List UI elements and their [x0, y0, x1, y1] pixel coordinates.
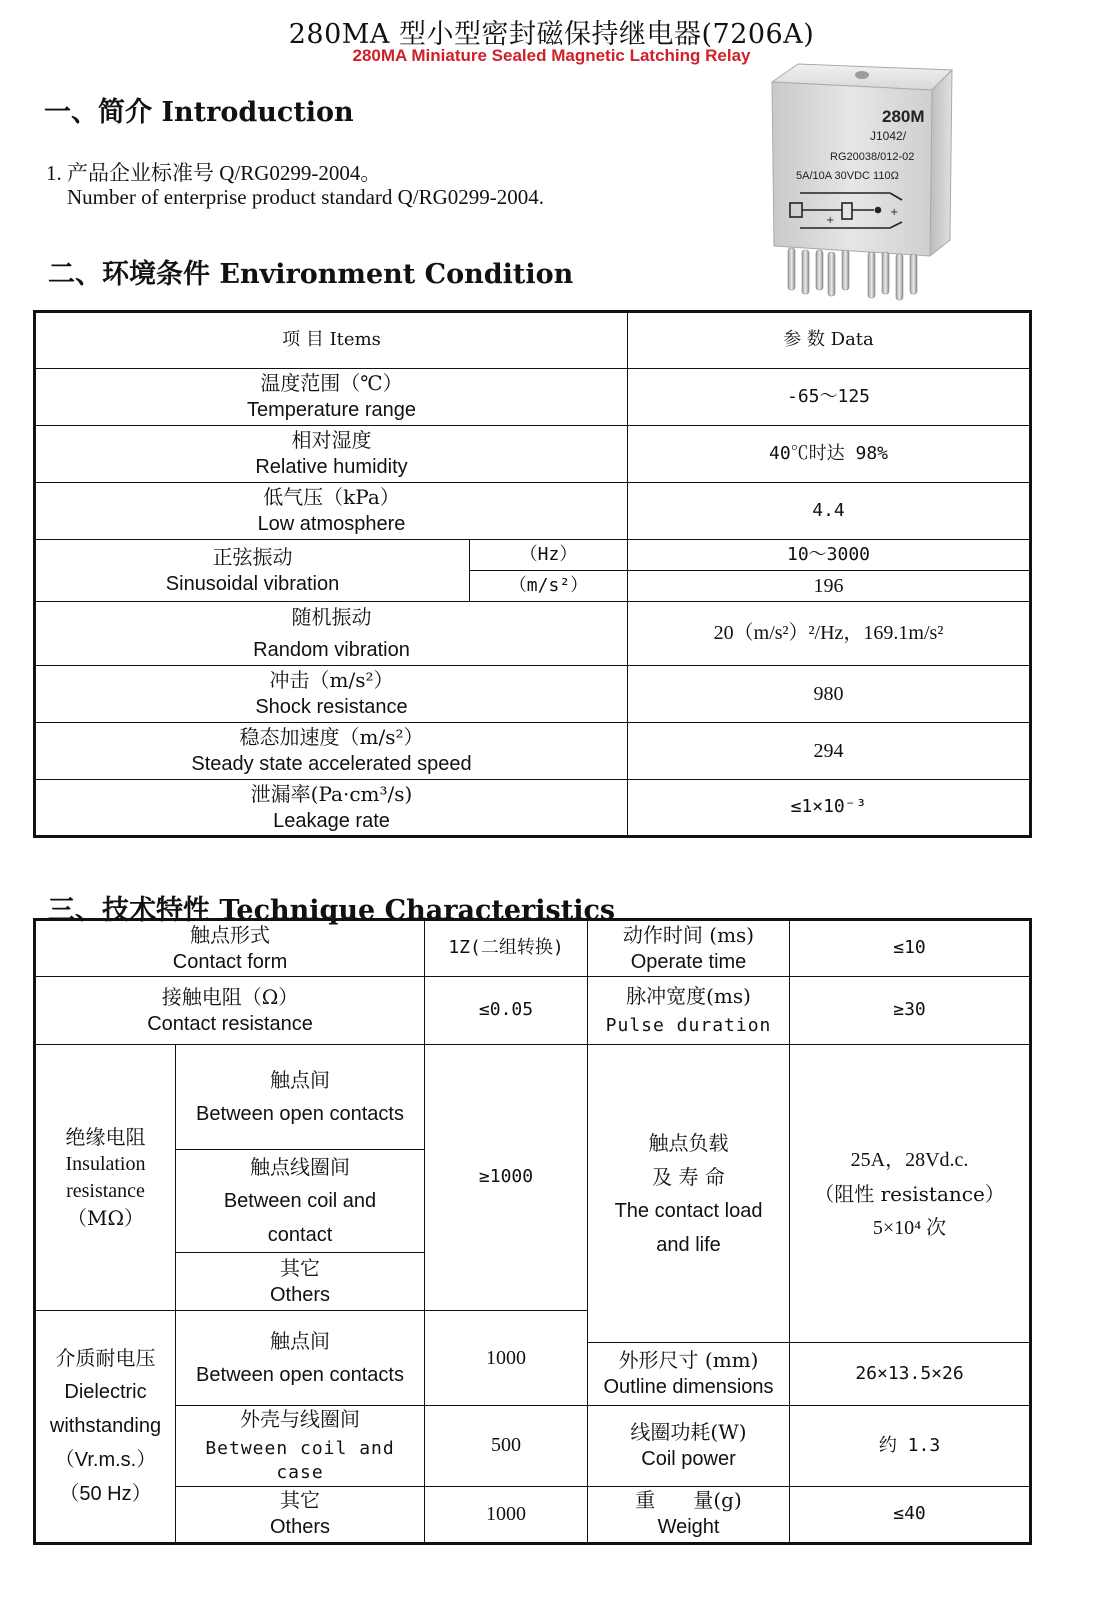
svg-text:+: + — [890, 207, 899, 218]
label-en: Between coil and — [223, 1190, 377, 1212]
label-en: Pulse duration — [605, 1014, 772, 1036]
operate-time-value: ≤10 — [790, 920, 1031, 977]
relay-label-line4: 5A/10A 30VDC 110Ω — [796, 170, 899, 182]
contact-resistance-value: ≤0.05 — [425, 977, 588, 1045]
section-heading-environment: 二、环境条件 Environment Condition — [48, 259, 574, 290]
label-en: （Vr.m.s.） — [54, 1449, 157, 1472]
intro-standard-zh: 1. 产品企业标准号 Q/RG0299-2004。 — [46, 161, 382, 185]
row-label-en: Relative humidity — [255, 456, 408, 478]
label-en: resistance — [66, 1179, 145, 1202]
label-en: Between open contacts — [196, 1364, 404, 1386]
label-en: Operate time — [630, 950, 747, 973]
row-value: 4.4 — [628, 483, 1031, 540]
label-en: and life — [656, 1233, 721, 1256]
load-value-line3: 5×10⁴ 次 — [872, 1216, 947, 1239]
label-en: Between coil and case — [205, 1438, 395, 1484]
label-en: Between open contacts — [196, 1103, 404, 1125]
row-label-en: Random vibration — [253, 638, 410, 661]
row-label-en: Leakage rate — [273, 809, 390, 832]
row-label-zh: 泄漏率(Pa·cm³/s) — [250, 781, 413, 806]
load-value-line1: 25A，28Vd.c. — [850, 1148, 969, 1171]
label-zh: 接触电阻（Ω） — [161, 984, 299, 1009]
row-value: 294 — [628, 723, 1031, 780]
label-en: Dielectric — [64, 1381, 147, 1404]
label-zh: 重 量(g) — [635, 1488, 742, 1513]
relay-label-line3: RG20038/012-02 — [830, 151, 915, 163]
table-row — [35, 977, 1031, 1045]
label-zh: 其它 — [280, 1255, 320, 1280]
unit-cell: （m/s²） — [470, 571, 628, 602]
section-heading-technique: 三、技术特性 Technique Characteristics — [48, 895, 616, 926]
row-value: 980 — [628, 666, 1031, 723]
row-label-zh: 正弦振动 — [212, 544, 293, 569]
label-zh: 及 寿 命 — [652, 1164, 725, 1189]
row-label-zh: 低气压（kPa） — [263, 485, 400, 509]
dielectric-case-value: 500 — [425, 1406, 588, 1487]
label-en: Insulation — [65, 1152, 146, 1175]
relay-pins-icon — [788, 248, 917, 300]
table-row — [35, 602, 1031, 666]
label-zh: 触点间 — [270, 1329, 330, 1353]
label-en: Weight — [657, 1516, 720, 1539]
insulation-value: ≥1000 — [425, 1045, 588, 1311]
row-label-en: Temperature range — [247, 399, 416, 421]
row-label-zh: 相对湿度 — [291, 428, 372, 452]
row-label-en: Low atmosphere — [257, 513, 406, 535]
document-title: 280MA 型小型密封磁保持继电器(7206A) — [288, 19, 815, 50]
label-en: Coil power — [641, 1447, 736, 1470]
coil-power-value: 约 1.3 — [790, 1406, 1031, 1487]
label-zh: 触点间 — [270, 1068, 330, 1092]
label-zh: 脉冲宽度(ms) — [626, 983, 751, 1008]
label-en: Others — [269, 1283, 331, 1306]
dielectric-others-value: 1000 — [425, 1486, 588, 1543]
label-zh: 介质耐电压 — [55, 1346, 156, 1371]
label-zh: 外壳与线圈间 — [240, 1407, 360, 1431]
header-items: 项 目 Items — [35, 312, 628, 369]
table-row — [35, 920, 1031, 977]
label-en: Contact form — [172, 950, 288, 973]
environment-table — [33, 310, 1032, 838]
label-zh: 触点线圈间 — [250, 1155, 350, 1179]
label-en: withstanding — [49, 1415, 162, 1438]
row-value: 20（m/s²）²/Hz，169.1m/s² — [628, 602, 1031, 666]
pulse-duration-value: ≥30 — [790, 977, 1031, 1045]
label-zh: 绝缘电阻 — [65, 1124, 146, 1149]
label-zh: 触点形式 — [190, 922, 270, 947]
label-zh: 动作时间 (ms) — [622, 922, 755, 947]
table-row — [35, 666, 1031, 723]
table-header-row — [35, 312, 1031, 369]
table-row — [35, 1486, 1031, 1543]
outline-value: 26×13.5×26 — [790, 1343, 1031, 1406]
label-zh: 其它 — [280, 1488, 320, 1513]
label-zh: 触点负载 — [648, 1130, 729, 1155]
row-value: 40℃时达 98% — [628, 426, 1031, 483]
table-row — [35, 723, 1031, 780]
contact-form-value: 1Z(二组转换) — [425, 920, 588, 977]
load-value-line2: （阻性 resistance） — [814, 1181, 1005, 1206]
row-label-zh: 冲击（m/s²） — [269, 668, 394, 692]
table-row — [35, 426, 1031, 483]
label-en: The contact load — [614, 1199, 763, 1222]
technique-table — [33, 918, 1032, 1545]
table-row — [35, 540, 1031, 571]
row-label-zh: 温度范围（℃） — [260, 371, 403, 395]
table-row — [35, 780, 1031, 837]
label-en: Others — [269, 1516, 331, 1539]
document-subtitle: 280MA Miniature Sealed Magnetic Latching Relay — [352, 46, 751, 65]
label-en: Outline dimensions — [603, 1376, 774, 1398]
relay-label-line2: J1042/ — [870, 129, 907, 143]
label-en: Contact resistance — [147, 1012, 313, 1035]
label-zh: 线圈功耗(W) — [630, 1419, 747, 1444]
row-label-en: Sinusoidal vibration — [165, 572, 340, 595]
table-row — [35, 369, 1031, 426]
section-heading-introduction: 一、简介 Introduction — [44, 97, 354, 128]
row-value: 10～3000 — [628, 540, 1031, 571]
svg-text:+: + — [826, 215, 835, 226]
relay-label-model: 280M — [882, 107, 925, 126]
table-row — [35, 1045, 1031, 1150]
table-row — [35, 1406, 1031, 1487]
row-label-zh: 随机振动 — [291, 604, 372, 629]
label-en: （50 Hz） — [59, 1483, 152, 1506]
intro-standard-en: Number of enterprise product standard Q/RG0299-2004. — [67, 185, 545, 209]
row-value: -65～125 — [628, 369, 1031, 426]
row-label-zh: 稳态加速度（m/s²） — [239, 725, 424, 749]
unit-label: （MΩ） — [66, 1205, 145, 1230]
row-label-en: Steady state accelerated speed — [191, 753, 472, 775]
header-data: 参 数 Data — [628, 312, 1031, 369]
unit-cell: （Hz） — [470, 540, 628, 571]
dielectric-open-value: 1000 — [425, 1311, 588, 1406]
row-value: ≤1×10⁻³ — [628, 780, 1031, 837]
relay-product-image — [770, 60, 990, 305]
row-value: 196 — [628, 571, 1031, 602]
table-row — [35, 483, 1031, 540]
weight-value: ≤40 — [790, 1486, 1031, 1543]
label-zh: 外形尺寸 (mm) — [618, 1348, 759, 1372]
label-en: contact — [267, 1224, 333, 1246]
row-label-en: Shock resistance — [255, 696, 408, 718]
